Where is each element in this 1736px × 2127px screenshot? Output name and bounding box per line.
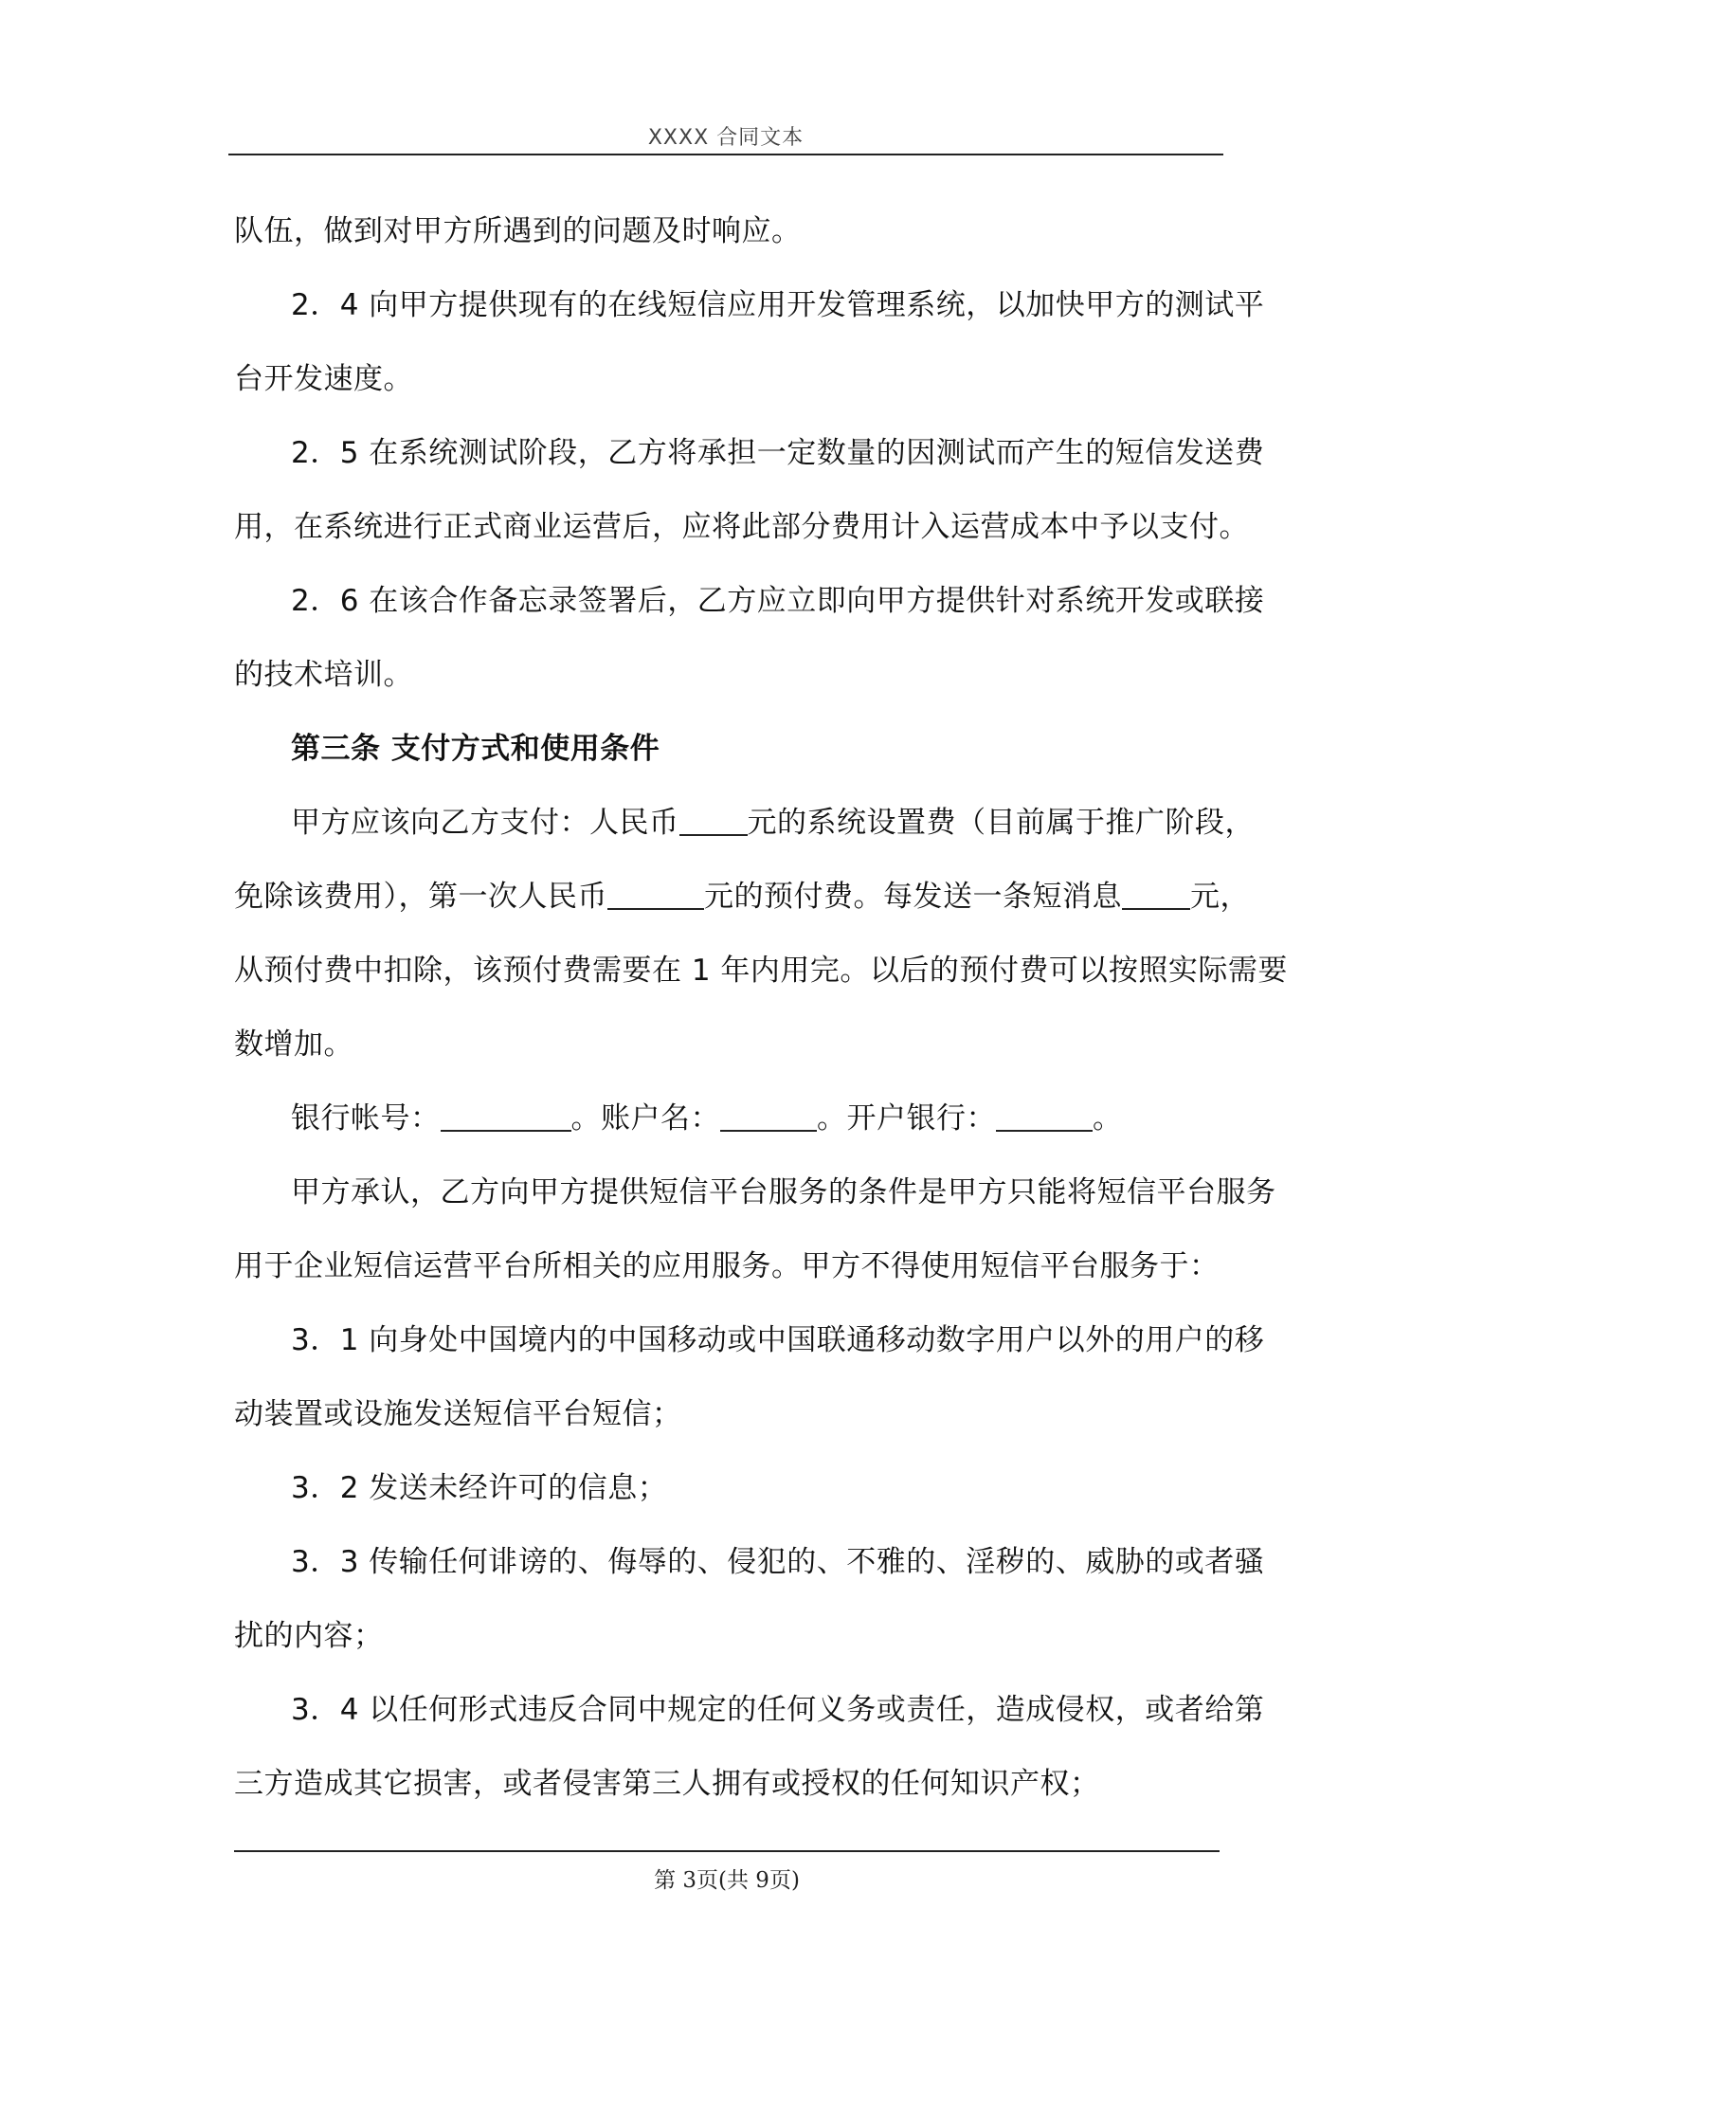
clause-3-3: 3．3 传输任何诽谤的、侮辱的、侵犯的、不雅的、淫秽的、威胁的或者骚 [291,1545,1265,1579]
bank-info-line [234,1082,1229,1155]
prepay-amount-blank [607,876,704,910]
clause-3-2: 3．2 发送未经许可的信息； [291,1471,668,1505]
page-number: 第 3页(共 9页) [654,1868,800,1893]
clause-3-1: 3．1 向身处中国境内的中国移动或中国联通移动数字用户以外的用户的移 [291,1323,1265,1357]
account-name-label: 。账户名： [570,1101,720,1136]
document-body [234,194,1288,1821]
clause-2-4: 2．4 向甲方提供现有的在线短信应用开发管理系统，以加快甲方的测试平 [291,288,1265,322]
payment-line [234,786,1255,860]
paragraph-line: 的技术培训。 [234,658,413,692]
bank-name-blank [996,1098,1093,1132]
paragraph-line: 台开发速度。 [234,362,413,396]
setup-fee-blank [679,802,748,836]
payment-text: 元的系统设置费（目前属于推广阶段， [747,806,1255,840]
paragraph-line: 从预付费中扣除，该预付费需要在 1 年内用完。以后的预付费可以按照实际需要 [234,954,1288,988]
header-divider [228,154,1223,155]
bank-account-label: 银行帐号： [291,1101,441,1136]
paragraph-line: 队伍，做到对甲方所遇到的问题及时响应。 [234,214,802,248]
paragraph-line: 用，在系统进行正式商业运营后，应将此部分费用计入运营成本中予以支付。 [234,510,1249,544]
clause-2-5: 2．5 在系统测试阶段，乙方将承担一定数量的因测试而产生的短信发送费 [291,436,1265,470]
section-heading: 第三条 支付方式和使用条件 [291,732,660,766]
account-name-blank [720,1098,817,1132]
header-title: XXXX 合同文本 [647,126,805,150]
payment-text: 元， [1190,880,1250,914]
payment-text: 免除该费用），第一次人民币 [234,880,607,914]
paragraph-line: 用于企业短信运营平台所相关的应用服务。甲方不得使用短信平台服务于： [234,1249,1220,1283]
payment-text: 甲方应该向乙方支付：人民币 [291,806,679,840]
period-text: 。 [1093,1101,1123,1136]
per-message-fee-blank [1122,876,1190,910]
payment-text: 元的预付费。每发送一条短消息 [704,880,1122,914]
paragraph-line: 动装置或设施发送短信平台短信； [234,1397,682,1431]
paragraph-line: 甲方承认，乙方向甲方提供短信平台服务的条件是甲方只能将短信平台服务 [291,1175,1276,1209]
bank-account-blank [441,1098,571,1132]
paragraph-line: 数增加。 [234,1027,353,1062]
clause-3-4: 3．4 以任何形式违反合同中规定的任何义务或责任，造成侵权，或者给第 [291,1693,1265,1727]
footer-divider [234,1850,1220,1852]
bank-name-label: 。开户银行： [817,1101,996,1136]
payment-line [234,860,1250,934]
paragraph-line: 三方造成其它损害，或者侵害第三人拥有或授权的任何知识产权； [234,1767,1100,1801]
paragraph-line: 扰的内容； [234,1619,384,1653]
clause-2-6: 2．6 在该合作备忘录签署后，乙方应立即向甲方提供针对系统开发或联接 [291,584,1265,618]
